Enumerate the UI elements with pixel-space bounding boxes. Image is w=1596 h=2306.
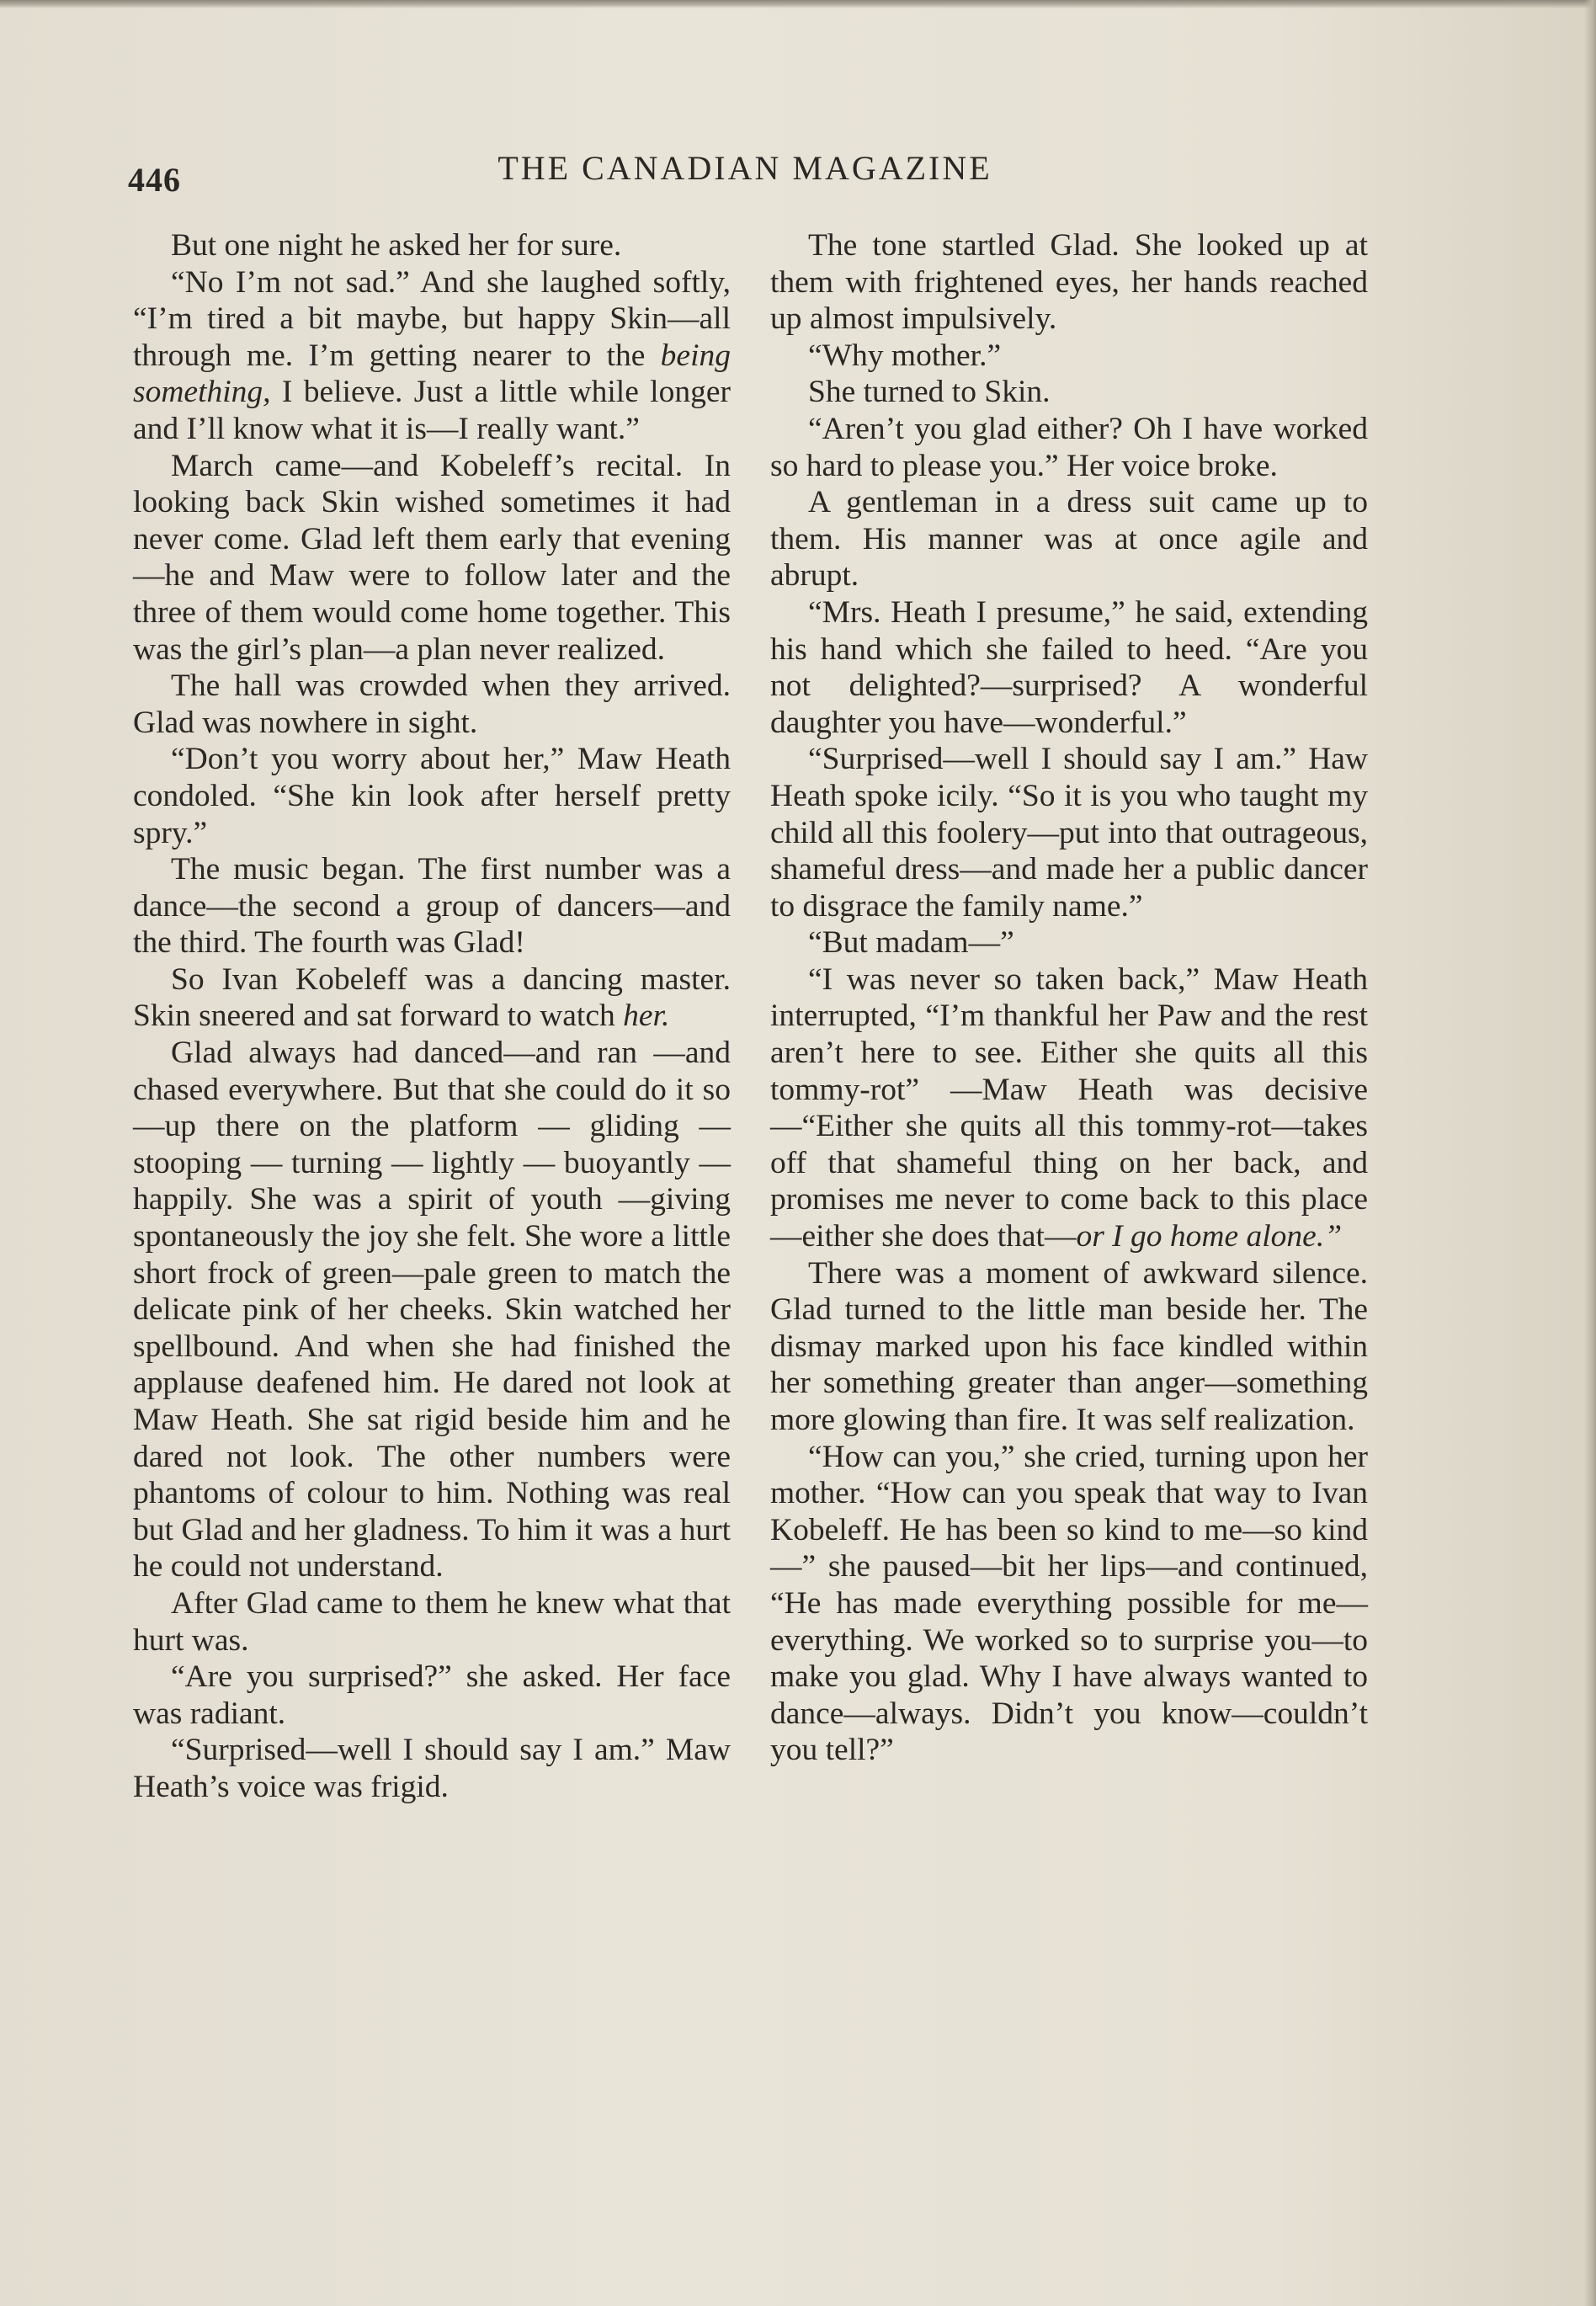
emphasis-text: her. bbox=[623, 999, 670, 1034]
paragraph-text: “I was never so taken back,” Maw Heath interrupted, “I’m thankful her Paw and the rest aren’t here to see. Either she quits all this tommy-rot” —Maw Heath was decisive—“Either she quits all this tommy-rot—takes off that shameful thing on her back, and promises me never to come back to this place—either she does that— bbox=[770, 961, 1368, 1254]
paragraph-text: “Are you surprised?” she asked. Her face was radiant. bbox=[133, 1659, 731, 1731]
paragraph-text: Glad always had danced—and ran —and chased everywhere. But that she could do it so—up there on the platform — gliding — stooping — turning — lightly — buoyantly — happily. She was a spirit of youth —giving spontaneously the joy she felt. She wore a little short frock of green—pale green to match the delicate pink of her cheeks. Skin watched her spellbound. And when she had finished the applause deafened him. He dared not look at Maw Heath. She sat rigid beside him and he dared not look. The other numbers were phantoms of colour to him. Nothing was real but Glad and her gladness. To him it was a hurt he could not understand. bbox=[133, 1036, 731, 1584]
paragraph-text: “Aren’t you glad either? Oh I have worked so hard to please you.” Her voice broke. bbox=[770, 411, 1368, 483]
paragraph-text: “Surprised—well I should say I am.” Haw Heath spoke icily. “So it is you who taught my child all this foolery—put into that outrageous, shameful dress—and made her a public dancer to disgrace the family name.” bbox=[770, 742, 1368, 924]
paragraph bbox=[770, 1439, 1368, 1769]
paragraph bbox=[133, 851, 731, 961]
left-column bbox=[133, 227, 731, 1806]
paragraph-text: The hall was crowded when they arrived. Glad was nowhere in sight. bbox=[133, 668, 731, 740]
paragraph bbox=[133, 668, 731, 741]
paragraph bbox=[770, 594, 1368, 741]
paragraph bbox=[133, 227, 731, 264]
paragraph-text: March came—and Kobeleff’s recital. In looking back Skin wished sometimes it had never come. Glad left them early that evening—he and Maw were to follow later and the three of them would come home together. This was the girl’s plan—a plan never realized. bbox=[133, 448, 731, 667]
paragraph-text: There was a moment of awkward silence. Glad turned to the little man beside her. The dismay marked upon his face kindled within her something greater than anger—something more glowing than fire. It was self realization. bbox=[770, 1255, 1368, 1437]
paragraph bbox=[770, 227, 1368, 338]
paragraph-text: So Ivan Kobeleff was a dancing master. Skin sneered and sat forward to watch bbox=[133, 961, 731, 1034]
paragraph bbox=[133, 264, 731, 448]
paragraph bbox=[133, 741, 731, 851]
paragraph bbox=[133, 1732, 731, 1805]
magazine-title: THE CANADIAN MAGAZINE bbox=[497, 149, 992, 187]
paragraph-text: I believe. Just a little while longer and I’ll know what it is—I really want.” bbox=[133, 375, 731, 446]
paragraph bbox=[770, 338, 1368, 375]
paragraph-text: She turned to Skin. bbox=[808, 375, 1051, 410]
paragraph bbox=[770, 374, 1368, 411]
paragraph bbox=[770, 484, 1368, 594]
paragraph-text: “No I’m not sad.” And she laughed softly, “I’m tired a bit maybe, but happy Skin—all through me. I’m getting nearer to the bbox=[133, 264, 731, 373]
paragraph-text: “Surprised—well I should say I am.” Maw Heath’s voice was frigid. bbox=[133, 1733, 731, 1804]
emphasis-text: or I go home alone.” bbox=[1076, 1219, 1343, 1254]
paragraph bbox=[133, 961, 731, 1035]
paragraph-text: A gentleman in a dress suit came up to them. His manner was at once agile and abrupt. bbox=[770, 485, 1368, 594]
paragraph-text: “How can you,” she cried, turning upon her mother. “How can you speak that way to Ivan Kobeleff. He has been so kind to me—so kind—” she paused—bit her lips—and continued, “He has made everything possible for me—everything. We worked so to surprise you—to make you glad. Why I have always wanted to dance—always. Didn’t you know—couldn’t you tell?” bbox=[770, 1439, 1368, 1768]
paragraph-text: “Why mother.” bbox=[808, 338, 1002, 373]
page-top-edge bbox=[0, 0, 1596, 8]
paragraph bbox=[770, 961, 1368, 1255]
paragraph-text: The tone startled Glad. She looked up at them with frightened eyes, her hands reached up almost impulsively. bbox=[770, 228, 1368, 337]
paragraph-text: The music began. The first number was a dance—the second a group of dancers—and the third. The fourth was Glad! bbox=[133, 852, 731, 961]
paragraph bbox=[770, 741, 1368, 924]
page-number: 446 bbox=[128, 161, 181, 199]
paragraph bbox=[770, 924, 1368, 961]
running-header bbox=[126, 145, 1364, 199]
emphasis-text: being something, bbox=[133, 338, 731, 410]
paragraph-text: “But madam—” bbox=[808, 925, 1014, 961]
paragraph-text: After Glad came to them he knew what that hurt was. bbox=[133, 1585, 731, 1658]
paragraph bbox=[133, 1035, 731, 1585]
paragraph-text: “Mrs. Heath I presume,” he said, extending his hand which she failed to heed. “Are you not delighted?—surprised? A wonderful daughter you have—wonderful.” bbox=[770, 594, 1368, 740]
right-column bbox=[770, 227, 1368, 1769]
paragraph bbox=[133, 448, 731, 668]
paragraph bbox=[133, 1585, 731, 1659]
paragraph bbox=[770, 1255, 1368, 1439]
paragraph bbox=[133, 1659, 731, 1732]
paragraph-text: “Don’t you worry about her,” Maw Heath condoled. “She kin look after herself pretty spry.” bbox=[133, 742, 731, 850]
page-right-edge bbox=[1584, 0, 1596, 2306]
paragraph-text: But one night he asked her for sure. bbox=[171, 228, 622, 263]
paragraph bbox=[770, 411, 1368, 484]
